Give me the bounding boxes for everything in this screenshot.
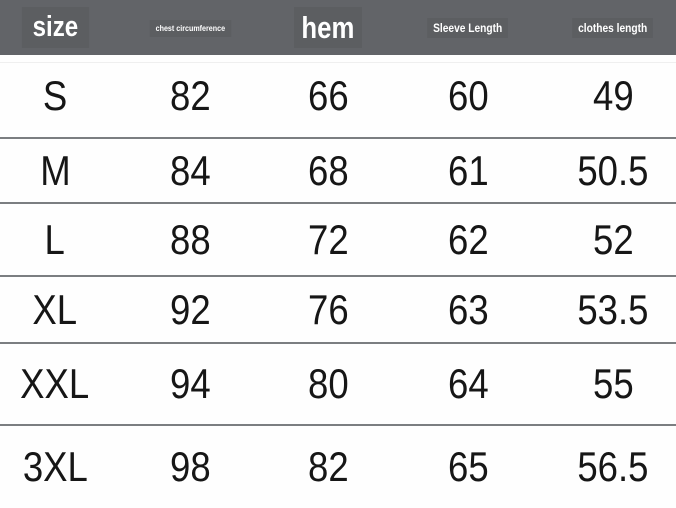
chest-value: 92 xyxy=(169,285,211,333)
hem-value: 80 xyxy=(307,360,349,407)
chest-value: 88 xyxy=(169,215,211,263)
size-value: XXL xyxy=(20,360,90,407)
header-clothes-length xyxy=(565,18,660,38)
size-cell xyxy=(38,146,73,194)
hem-value: 76 xyxy=(307,285,349,333)
size-cell xyxy=(18,443,93,490)
size-cell xyxy=(29,285,80,333)
size-cell xyxy=(41,72,69,119)
chest-value: 98 xyxy=(169,443,211,490)
length-cell xyxy=(590,360,637,407)
chest-value: 84 xyxy=(169,146,211,194)
size-value: S xyxy=(42,72,68,119)
length-value: 52 xyxy=(592,215,634,263)
table-row-l xyxy=(0,204,676,277)
length-cell xyxy=(572,146,654,194)
size-value: 3XL xyxy=(22,443,88,490)
chest-value: 94 xyxy=(169,360,211,407)
hem-cell xyxy=(305,215,352,263)
header-size xyxy=(15,7,96,48)
sleeve-cell xyxy=(445,146,492,194)
header-size-label: size xyxy=(21,7,88,48)
table-row-m xyxy=(0,139,676,204)
size-cell xyxy=(15,360,94,407)
table-row-3xl xyxy=(0,426,676,508)
sleeve-value: 60 xyxy=(447,72,489,119)
header-clothes-length-label: clothes length xyxy=(572,18,653,38)
hem-cell xyxy=(305,146,352,194)
header-chest-circumference-label: chest circumference xyxy=(149,20,230,37)
size-value: XL xyxy=(32,285,78,333)
table-row-s xyxy=(0,55,676,139)
chest-cell xyxy=(167,285,214,333)
length-value: 55 xyxy=(592,360,634,407)
hem-value: 68 xyxy=(307,146,349,194)
sleeve-cell xyxy=(445,72,492,119)
size-cell xyxy=(43,215,66,263)
size-chart-header-row xyxy=(0,0,676,55)
length-value: 56.5 xyxy=(577,443,649,490)
header-hem-label: hem xyxy=(294,7,362,48)
sleeve-cell xyxy=(445,215,492,263)
sleeve-cell xyxy=(445,285,492,333)
sleeve-cell xyxy=(445,360,492,407)
sleeve-value: 65 xyxy=(447,443,489,490)
header-chest-circumference xyxy=(142,18,239,37)
header-sleeve-length-label: Sleeve Length xyxy=(427,18,508,38)
chest-value: 82 xyxy=(169,72,211,119)
hem-value: 66 xyxy=(307,72,349,119)
header-hem xyxy=(287,7,369,48)
chest-cell xyxy=(167,360,214,407)
hem-cell xyxy=(305,443,352,490)
table-row-xl xyxy=(0,277,676,344)
hem-cell xyxy=(305,72,352,119)
sleeve-cell xyxy=(445,443,492,490)
table-row-xxl xyxy=(0,344,676,426)
hem-value: 82 xyxy=(307,443,349,490)
length-cell xyxy=(590,215,637,263)
chest-cell xyxy=(167,72,214,119)
header-sleeve-length xyxy=(420,18,515,38)
chest-cell xyxy=(167,443,214,490)
length-cell xyxy=(572,285,654,333)
sleeve-value: 61 xyxy=(447,146,489,194)
chest-cell xyxy=(167,146,214,194)
length-cell xyxy=(572,443,654,490)
length-value: 50.5 xyxy=(577,146,649,194)
length-cell xyxy=(590,72,637,119)
sleeve-value: 64 xyxy=(447,360,489,407)
length-value: 49 xyxy=(592,72,634,119)
size-value: M xyxy=(39,146,71,194)
chest-cell xyxy=(167,215,214,263)
size-value: L xyxy=(44,215,66,263)
hem-cell xyxy=(305,360,352,407)
length-value: 53.5 xyxy=(577,285,649,333)
hem-value: 72 xyxy=(307,215,349,263)
hem-cell xyxy=(305,285,352,333)
sleeve-value: 63 xyxy=(447,285,489,333)
sleeve-value: 62 xyxy=(447,215,489,263)
